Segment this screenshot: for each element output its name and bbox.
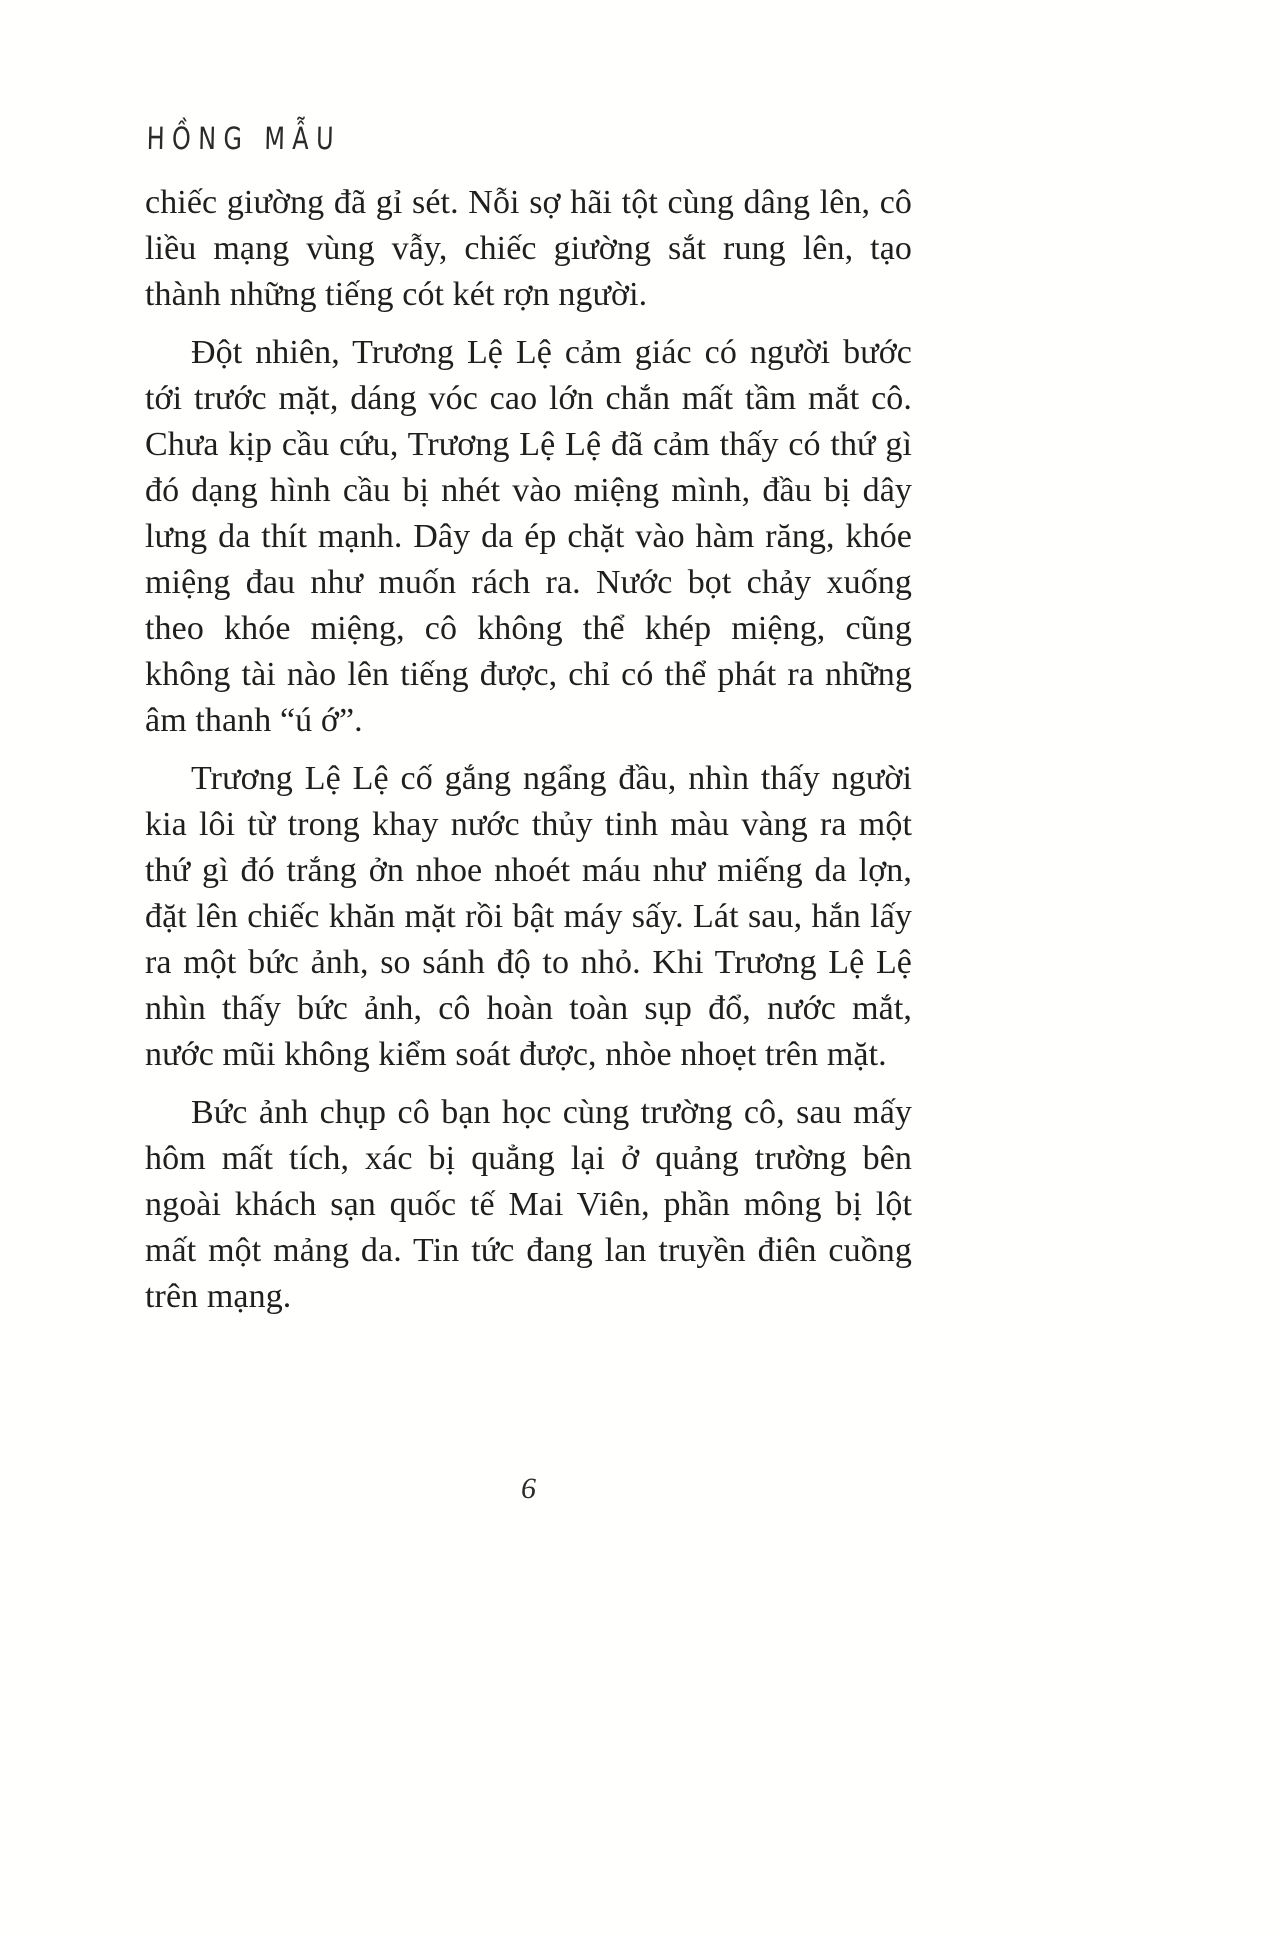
paragraph: Trương Lệ Lệ cố gắng ngẩng đầu, nhìn thấy người kia lôi từ trong khay nước thủy tinh màu vàng ra một thứ gì đó trắng ởn nhoe nhoét máu như miếng da lợn, đặt lên chiếc khăn mặt rồi bật máy sấy. Lát sau, hắn lấy ra một bức ảnh, so sánh độ to nhỏ. Khi Trương Lệ Lệ nhìn thấy bức ảnh, cô hoàn toàn sụp đổ, nước mắt, nước mũi không kiểm soát được, nhòe nhoẹt trên mặt. bbox=[145, 760, 912, 1073]
running-head: HỒNG MẪU bbox=[146, 122, 342, 158]
paragraph: chiếc giường đã gỉ sét. Nỗi sợ hãi tột cùng dâng lên, cô liều mạng vùng vẫy, chiếc giường sắt rung lên, tạo thành những tiếng cót két rợn người. bbox=[145, 184, 912, 313]
paragraph: Bức ảnh chụp cô bạn học cùng trường cô, sau mấy hôm mất tích, xác bị quẳng lại ở quảng trường bên ngoài khách sạn quốc tế Mai Viên, phần mông bị lột mất một mảng da. Tin tức đang lan truyền điên cuồng trên mạng. bbox=[145, 1094, 912, 1315]
page-number: 6 bbox=[521, 1472, 536, 1505]
paragraph: Đột nhiên, Trương Lệ Lệ cảm giác có người bước tới trước mặt, dáng vóc cao lớn chắn mất tầm mắt cô. Chưa kịp cầu cứu, Trương Lệ Lệ đã cảm thấy có thứ gì đó dạng hình cầu bị nhét vào miệng mình, đầu bị dây lưng da thít mạnh. Dây da ép chặt vào hàm răng, khóe miệng đau như muốn rách ra. Nước bọt chảy xuống theo khóe miệng, cô không thể khép miệng, cũng không tài nào lên tiếng được, chỉ có thể phát ra những âm thanh “ú ớ”. bbox=[145, 334, 912, 739]
text-block bbox=[145, 180, 912, 1320]
